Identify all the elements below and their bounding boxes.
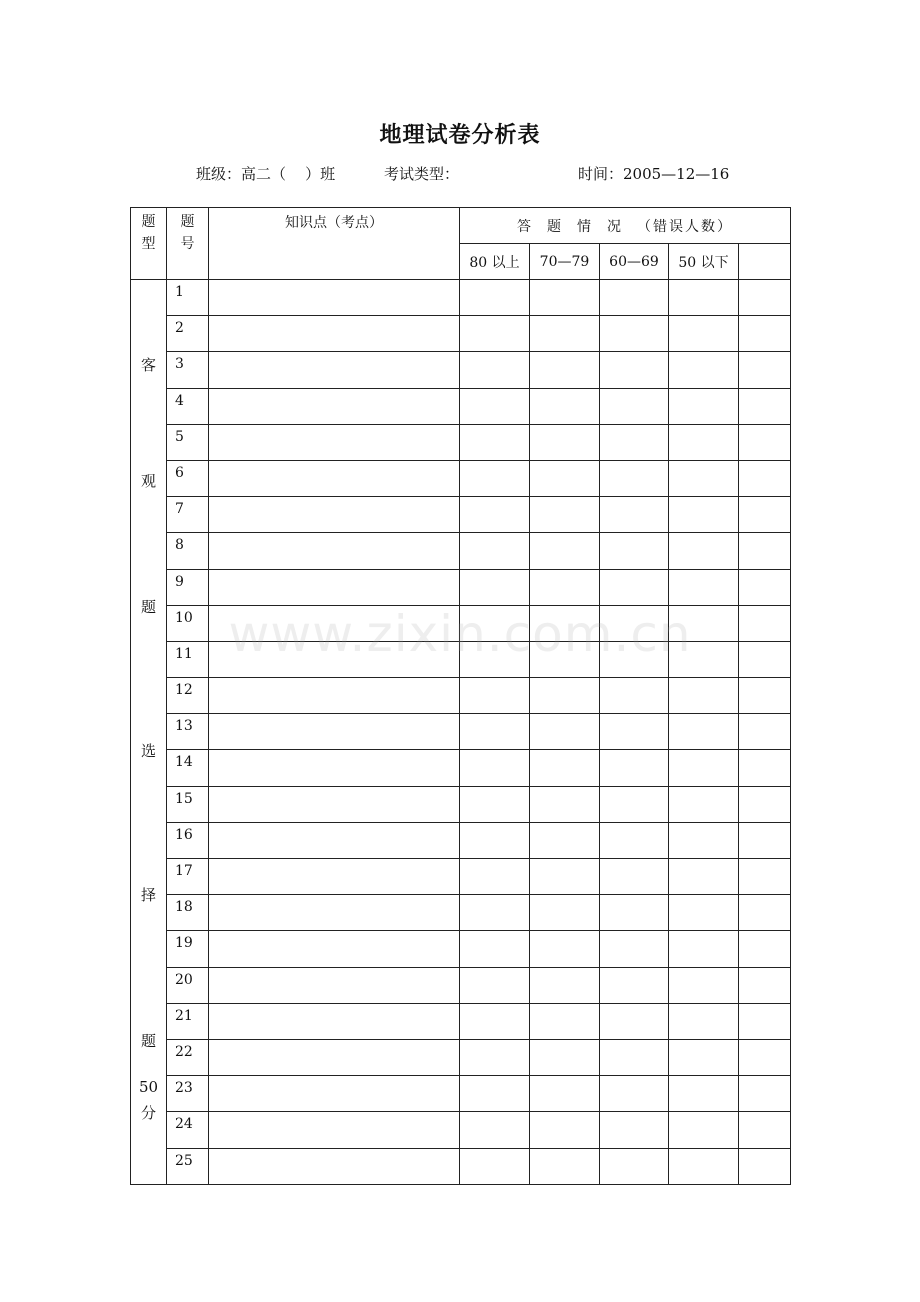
error-count-extra-cell[interactable] (739, 1148, 791, 1184)
table-row (131, 931, 791, 967)
table-row (131, 714, 791, 750)
table-row (131, 280, 791, 316)
knowledge-point-cell[interactable] (209, 641, 460, 677)
error-count-below-50-cell[interactable] (669, 1112, 739, 1148)
question-number-cell: 24 (167, 1112, 209, 1148)
knowledge-point-cell[interactable] (209, 497, 460, 533)
knowledge-point-cell[interactable] (209, 569, 460, 605)
table-row (131, 352, 791, 388)
question-number-cell: 17 (167, 859, 209, 895)
score-band-80-plus: 80 以上 (460, 244, 530, 280)
error-count-extra-cell[interactable] (739, 967, 791, 1003)
table-row (131, 569, 791, 605)
knowledge-point-cell[interactable] (209, 280, 460, 316)
table-row (131, 1003, 791, 1039)
table-row (131, 424, 791, 460)
question-number-cell: 14 (167, 750, 209, 786)
page-title: 地理试卷分析表 (379, 122, 541, 148)
table-row (131, 967, 791, 1003)
error-count-below-50-cell[interactable] (669, 280, 739, 316)
knowledge-point-cell[interactable] (209, 605, 460, 641)
question-type-header-char: 题 (141, 214, 156, 230)
error-count-80-plus-cell[interactable] (460, 1148, 530, 1184)
error-count-70-79-cell[interactable] (530, 859, 600, 895)
table-row (131, 786, 791, 822)
error-count-extra-cell[interactable] (739, 786, 791, 822)
knowledge-point-cell[interactable] (209, 967, 460, 1003)
error-count-below-50-cell[interactable] (669, 678, 739, 714)
table-row (131, 822, 791, 858)
answer-situation-header (460, 208, 791, 244)
error-count-60-69-cell[interactable] (600, 388, 669, 424)
section-label-char: 题 (140, 1032, 156, 1050)
section-label-char: 选 (140, 742, 156, 760)
error-count-below-50-cell[interactable] (669, 497, 739, 533)
error-count-60-69-cell[interactable] (600, 786, 669, 822)
error-count-60-69-cell[interactable] (600, 1039, 669, 1075)
error-count-60-69-cell[interactable] (600, 822, 669, 858)
error-count-70-79-cell[interactable] (530, 641, 600, 677)
question-number-cell: 20 (167, 967, 209, 1003)
error-count-extra-cell[interactable] (739, 1112, 791, 1148)
error-count-below-50-cell[interactable] (669, 316, 739, 352)
question-number-cell: 13 (167, 714, 209, 750)
error-count-below-50-cell[interactable] (669, 967, 739, 1003)
table-row (131, 859, 791, 895)
error-count-80-plus-cell[interactable] (460, 822, 530, 858)
error-count-extra-cell[interactable] (739, 605, 791, 641)
error-count-extra-cell[interactable] (739, 388, 791, 424)
knowledge-point-cell[interactable] (209, 678, 460, 714)
table-row (131, 460, 791, 496)
question-number-cell: 22 (167, 1039, 209, 1075)
question-number-cell: 15 (167, 786, 209, 822)
error-count-extra-cell[interactable] (739, 1003, 791, 1039)
score-band-60-69: 60—69 (600, 244, 669, 280)
error-count-60-69-cell[interactable] (600, 641, 669, 677)
error-count-extra-cell[interactable] (739, 895, 791, 931)
section-label-char: 择 (140, 886, 156, 904)
error-count-80-plus-cell[interactable] (460, 605, 530, 641)
error-count-70-79-cell[interactable] (530, 678, 600, 714)
error-count-below-50-cell[interactable] (669, 750, 739, 786)
question-number-cell: 2 (167, 316, 209, 352)
section-label-char: 50 (138, 1078, 159, 1096)
error-count-60-69-cell[interactable] (600, 424, 669, 460)
error-count-70-79-cell[interactable] (530, 1148, 600, 1184)
question-number-header (167, 208, 209, 280)
error-count-70-79-cell[interactable] (530, 1039, 600, 1075)
error-count-below-50-cell[interactable] (669, 1148, 739, 1184)
table-row (131, 1039, 791, 1075)
error-count-70-79-cell[interactable] (530, 1076, 600, 1112)
error-count-extra-cell[interactable] (739, 316, 791, 352)
error-count-below-50-cell[interactable] (669, 460, 739, 496)
error-count-note: （错误人数） (637, 218, 734, 235)
error-count-below-50-cell[interactable] (669, 822, 739, 858)
knowledge-point-cell[interactable] (209, 714, 460, 750)
error-count-80-plus-cell[interactable] (460, 1003, 530, 1039)
error-count-extra-cell[interactable] (739, 714, 791, 750)
error-count-70-79-cell[interactable] (530, 388, 600, 424)
question-number-cell: 25 (167, 1148, 209, 1184)
knowledge-point-header: 知识点（考点） (209, 208, 460, 280)
analysis-table (130, 207, 791, 1185)
answer-header-word: 情 (577, 218, 594, 235)
error-count-80-plus-cell[interactable] (460, 280, 530, 316)
error-count-extra-cell[interactable] (739, 1039, 791, 1075)
error-count-60-69-cell[interactable] (600, 714, 669, 750)
error-count-below-50-cell[interactable] (669, 424, 739, 460)
error-count-60-69-cell[interactable] (600, 859, 669, 895)
error-count-70-79-cell[interactable] (530, 931, 600, 967)
error-count-60-69-cell[interactable] (600, 895, 669, 931)
error-count-70-79-cell[interactable] (530, 460, 600, 496)
question-type-header (131, 208, 167, 280)
question-number-header-char: 题 (180, 214, 195, 230)
watermark: www.zixin.com.cn (228, 605, 692, 663)
question-number-cell: 7 (167, 497, 209, 533)
error-count-80-plus-cell[interactable] (460, 533, 530, 569)
error-count-80-plus-cell[interactable] (460, 1076, 530, 1112)
error-count-80-plus-cell[interactable] (460, 388, 530, 424)
table-row (131, 1112, 791, 1148)
table-row (131, 1076, 791, 1112)
error-count-below-50-cell[interactable] (669, 1076, 739, 1112)
question-number-cell: 19 (167, 931, 209, 967)
table-row (131, 1148, 791, 1184)
error-count-60-69-cell[interactable] (600, 1148, 669, 1184)
error-count-70-79-cell[interactable] (530, 605, 600, 641)
error-count-below-50-cell[interactable] (669, 605, 739, 641)
score-band-below-50: 50 以下 (669, 244, 739, 280)
error-count-80-plus-cell[interactable] (460, 678, 530, 714)
question-number-cell: 8 (167, 533, 209, 569)
knowledge-point-cell[interactable] (209, 316, 460, 352)
section-label-char: 观 (140, 472, 156, 490)
error-count-70-79-cell[interactable] (530, 1003, 600, 1039)
error-count-80-plus-cell[interactable] (460, 931, 530, 967)
question-number-cell: 23 (167, 1076, 209, 1112)
error-count-80-plus-cell[interactable] (460, 895, 530, 931)
error-count-80-plus-cell[interactable] (460, 497, 530, 533)
error-count-below-50-cell[interactable] (669, 388, 739, 424)
knowledge-point-cell[interactable] (209, 424, 460, 460)
answer-header-word: 况 (607, 218, 624, 235)
error-count-70-79-cell[interactable] (530, 786, 600, 822)
class-field: 班级：高二（ ）班 (196, 165, 336, 183)
error-count-extra-cell[interactable] (739, 569, 791, 605)
question-type-header-char: 型 (141, 236, 156, 252)
question-number-cell: 3 (167, 352, 209, 388)
question-number-cell: 21 (167, 1003, 209, 1039)
error-count-60-69-cell[interactable] (600, 967, 669, 1003)
error-count-80-plus-cell[interactable] (460, 569, 530, 605)
error-count-60-69-cell[interactable] (600, 497, 669, 533)
exam-date: 时间：2005—12—16 (578, 165, 730, 183)
error-count-below-50-cell[interactable] (669, 641, 739, 677)
error-count-70-79-cell[interactable] (530, 497, 600, 533)
error-count-60-69-cell[interactable] (600, 750, 669, 786)
error-count-70-79-cell[interactable] (530, 967, 600, 1003)
error-count-80-plus-cell[interactable] (460, 967, 530, 1003)
error-count-80-plus-cell[interactable] (460, 316, 530, 352)
table-row (131, 533, 791, 569)
error-count-below-50-cell[interactable] (669, 786, 739, 822)
question-number-cell: 11 (167, 641, 209, 677)
question-number-cell: 10 (167, 605, 209, 641)
error-count-70-79-cell[interactable] (530, 352, 600, 388)
header-row-1 (131, 208, 791, 244)
question-number-cell: 9 (167, 569, 209, 605)
error-count-extra-cell[interactable] (739, 931, 791, 967)
error-count-80-plus-cell[interactable] (460, 859, 530, 895)
error-count-below-50-cell[interactable] (669, 569, 739, 605)
question-number-header-char: 号 (180, 236, 195, 252)
error-count-extra-cell[interactable] (739, 822, 791, 858)
knowledge-point-cell[interactable] (209, 388, 460, 424)
error-count-80-plus-cell[interactable] (460, 1112, 530, 1148)
knowledge-point-cell[interactable] (209, 1112, 460, 1148)
table-row (131, 497, 791, 533)
error-count-below-50-cell[interactable] (669, 1003, 739, 1039)
score-band-70-79: 70—79 (530, 244, 600, 280)
knowledge-point-cell[interactable] (209, 533, 460, 569)
error-count-70-79-cell[interactable] (530, 750, 600, 786)
error-count-60-69-cell[interactable] (600, 460, 669, 496)
error-count-60-69-cell[interactable] (600, 678, 669, 714)
question-number-cell: 4 (167, 388, 209, 424)
error-count-below-50-cell[interactable] (669, 714, 739, 750)
table-row (131, 750, 791, 786)
answer-header-word: 题 (547, 218, 564, 235)
error-count-extra-cell[interactable] (739, 497, 791, 533)
knowledge-point-cell[interactable] (209, 1148, 460, 1184)
error-count-70-79-cell[interactable] (530, 424, 600, 460)
error-count-extra-cell[interactable] (739, 1076, 791, 1112)
error-count-60-69-cell[interactable] (600, 605, 669, 641)
error-count-70-79-cell[interactable] (530, 895, 600, 931)
error-count-60-69-cell[interactable] (600, 352, 669, 388)
error-count-60-69-cell[interactable] (600, 1076, 669, 1112)
error-count-60-69-cell[interactable] (600, 533, 669, 569)
error-count-below-50-cell[interactable] (669, 895, 739, 931)
error-count-70-79-cell[interactable] (530, 533, 600, 569)
error-count-below-50-cell[interactable] (669, 859, 739, 895)
error-count-60-69-cell[interactable] (600, 1112, 669, 1148)
error-count-60-69-cell[interactable] (600, 316, 669, 352)
table-row (131, 388, 791, 424)
error-count-extra-cell[interactable] (739, 859, 791, 895)
error-count-80-plus-cell[interactable] (460, 460, 530, 496)
knowledge-point-cell[interactable] (209, 895, 460, 931)
error-count-70-79-cell[interactable] (530, 1112, 600, 1148)
knowledge-point-cell[interactable] (209, 750, 460, 786)
error-count-80-plus-cell[interactable] (460, 750, 530, 786)
knowledge-point-cell[interactable] (209, 786, 460, 822)
error-count-60-69-cell[interactable] (600, 569, 669, 605)
exam-type-field: 考试类型： (384, 165, 460, 183)
score-band-blank (739, 244, 791, 280)
error-count-80-plus-cell[interactable] (460, 714, 530, 750)
error-count-80-plus-cell[interactable] (460, 352, 530, 388)
question-number-cell: 5 (167, 424, 209, 460)
section-label-char: 分 (140, 1104, 156, 1122)
error-count-70-79-cell[interactable] (530, 280, 600, 316)
error-count-70-79-cell[interactable] (530, 714, 600, 750)
error-count-extra-cell[interactable] (739, 352, 791, 388)
knowledge-point-cell[interactable] (209, 822, 460, 858)
question-number-cell: 12 (167, 678, 209, 714)
answer-header-word: 答 (517, 218, 534, 235)
error-count-extra-cell[interactable] (739, 678, 791, 714)
error-count-60-69-cell[interactable] (600, 1003, 669, 1039)
question-number-cell: 6 (167, 460, 209, 496)
knowledge-point-cell[interactable] (209, 859, 460, 895)
error-count-extra-cell[interactable] (739, 750, 791, 786)
error-count-80-plus-cell[interactable] (460, 424, 530, 460)
error-count-60-69-cell[interactable] (600, 280, 669, 316)
knowledge-point-cell[interactable] (209, 352, 460, 388)
question-number-cell: 18 (167, 895, 209, 931)
knowledge-point-cell[interactable] (209, 1076, 460, 1112)
error-count-80-plus-cell[interactable] (460, 641, 530, 677)
table-row (131, 678, 791, 714)
error-count-80-plus-cell[interactable] (460, 786, 530, 822)
knowledge-point-cell[interactable] (209, 1003, 460, 1039)
table-row (131, 641, 791, 677)
error-count-70-79-cell[interactable] (530, 316, 600, 352)
question-number-cell: 1 (167, 280, 209, 316)
error-count-extra-cell[interactable] (739, 460, 791, 496)
error-count-below-50-cell[interactable] (669, 352, 739, 388)
error-count-below-50-cell[interactable] (669, 533, 739, 569)
error-count-extra-cell[interactable] (739, 641, 791, 677)
error-count-below-50-cell[interactable] (669, 1039, 739, 1075)
section-label-char: 题 (140, 598, 156, 616)
error-count-extra-cell[interactable] (739, 280, 791, 316)
error-count-70-79-cell[interactable] (530, 569, 600, 605)
question-number-cell: 16 (167, 822, 209, 858)
error-count-extra-cell[interactable] (739, 533, 791, 569)
error-count-70-79-cell[interactable] (530, 822, 600, 858)
table-row (131, 605, 791, 641)
knowledge-point-cell[interactable] (209, 1039, 460, 1075)
table-row (131, 316, 791, 352)
table-row (131, 895, 791, 931)
error-count-extra-cell[interactable] (739, 424, 791, 460)
section-label-char: 客 (140, 356, 156, 374)
error-count-below-50-cell[interactable] (669, 931, 739, 967)
knowledge-point-cell[interactable] (209, 460, 460, 496)
section-label-objective-choice (131, 280, 167, 1185)
error-count-60-69-cell[interactable] (600, 931, 669, 967)
error-count-80-plus-cell[interactable] (460, 1039, 530, 1075)
knowledge-point-cell[interactable] (209, 931, 460, 967)
